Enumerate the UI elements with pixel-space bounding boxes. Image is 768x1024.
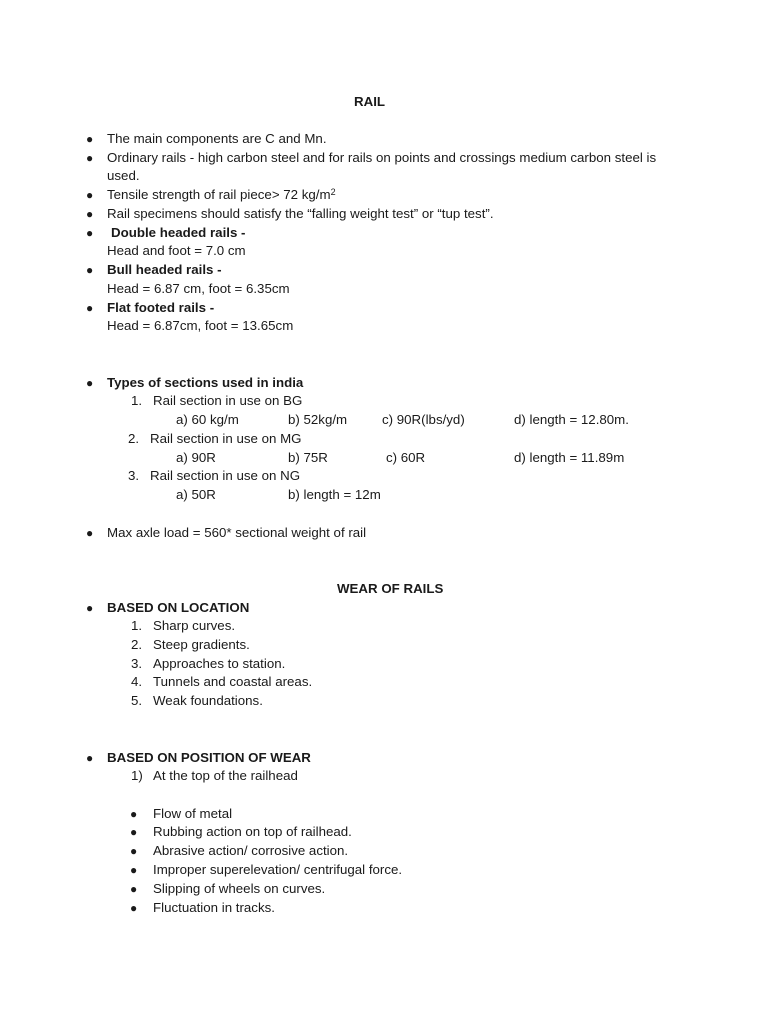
list-number: 4. (131, 674, 143, 689)
bullet-icon: ● (86, 301, 94, 315)
ng-section-label: Rail section in use on NG (150, 468, 301, 483)
bullet-icon: ● (130, 882, 138, 896)
location-item: Approaches to station. (153, 656, 286, 671)
wear-title: WEAR OF RAILS (337, 581, 444, 596)
bg-option-d: d) length = 12.80m. (514, 412, 629, 427)
bg-option-a: a) 60 kg/m (176, 412, 239, 427)
bg-section-label: Rail section in use on BG (153, 393, 303, 408)
bull-headed-detail: Head = 6.87 cm, foot = 6.35cm (107, 281, 290, 296)
bullet-icon: ● (86, 376, 94, 390)
bullet-icon: ● (86, 226, 94, 240)
rail-specimens-text: Rail specimens should satisfy the “falling weight test” or “tup test”. (107, 206, 494, 221)
location-item: Weak foundations. (153, 693, 263, 708)
flat-footed-detail: Head = 6.87cm, foot = 13.65cm (107, 318, 294, 333)
bullet-icon: ● (86, 751, 94, 765)
components-text: The main components are C and Mn. (107, 131, 327, 146)
page-title: RAIL (354, 94, 386, 109)
ordinary-rails-text-cont: used. (107, 168, 140, 183)
mg-section-label: Rail section in use on MG (150, 431, 302, 446)
location-heading: BASED ON LOCATION (107, 600, 250, 615)
bullet-icon: ● (130, 863, 138, 877)
list-number: 3. (131, 656, 143, 671)
list-number: 1. (131, 393, 143, 408)
wear-cause-item: Fluctuation in tracks. (153, 900, 275, 915)
bullet-icon: ● (130, 844, 138, 858)
mg-option-d: d) length = 11.89m (514, 450, 625, 465)
tensile-strength-exponent: 2 (330, 187, 336, 197)
bg-option-c: c) 90R(lbs/yd) (382, 412, 465, 427)
wear-cause-item: Flow of metal (153, 806, 233, 821)
position-heading: BASED ON POSITION OF WEAR (107, 750, 311, 765)
wear-cause-item: Improper superelevation/ centrifugal force. (153, 862, 403, 877)
double-headed-heading: Double headed rails - (111, 225, 246, 240)
axle-load-text: Max axle load = 560* sectional weight of rail (107, 525, 367, 540)
bullet-icon: ● (86, 188, 94, 202)
ng-option-a: a) 50R (176, 487, 216, 502)
bullet-icon: ● (86, 151, 94, 165)
list-number: 3. (128, 468, 140, 483)
list-number: 2. (128, 431, 140, 446)
bullet-icon: ● (86, 263, 94, 277)
flat-footed-heading: Flat footed rails - (107, 300, 215, 315)
bullet-icon: ● (86, 207, 94, 221)
bullet-icon: ● (86, 601, 94, 615)
ng-option-b: b) length = 12m (288, 487, 381, 502)
location-item: Steep gradients. (153, 637, 250, 652)
location-item: Tunnels and coastal areas. (153, 674, 313, 689)
tensile-strength-text (107, 188, 336, 201)
railhead-top-label: At the top of the railhead (153, 768, 298, 783)
bullet-icon: ● (130, 807, 138, 821)
wear-cause-item: Abrasive action/ corrosive action. (153, 843, 349, 858)
list-number: 1. (131, 618, 143, 633)
ordinary-rails-text: Ordinary rails - high carbon steel and for rails on points and crossings medium carbon steel is (107, 150, 657, 165)
tensile-strength-value: Tensile strength of rail piece> 72 kg/m (107, 187, 331, 202)
list-number: 2. (131, 637, 143, 652)
list-number: 5. (131, 693, 143, 708)
location-item: Sharp curves. (153, 618, 236, 633)
bullet-icon: ● (130, 901, 138, 915)
bullet-icon: ● (86, 132, 94, 146)
sections-heading: Types of sections used in india (107, 375, 304, 390)
wear-cause-item: Slipping of wheels on curves. (153, 881, 326, 896)
mg-option-b: b) 75R (288, 450, 328, 465)
bull-headed-heading: Bull headed rails - (107, 262, 222, 277)
list-number: 1) (131, 768, 143, 783)
bullet-icon: ● (86, 526, 94, 540)
mg-option-c: c) 60R (386, 450, 426, 465)
bullet-icon: ● (130, 825, 138, 839)
bg-option-b: b) 52kg/m (288, 412, 348, 427)
mg-option-a: a) 90R (176, 450, 216, 465)
wear-cause-item: Rubbing action on top of railhead. (153, 824, 352, 839)
double-headed-detail: Head and foot = 7.0 cm (107, 243, 246, 258)
